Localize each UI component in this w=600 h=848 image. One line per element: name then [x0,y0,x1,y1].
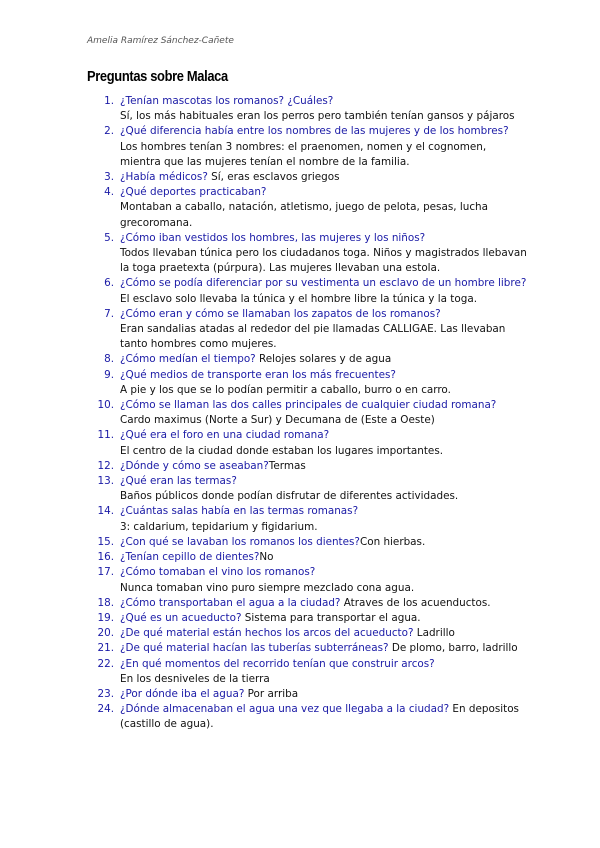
question-number: 23. [97,687,114,700]
question-text: ¿Había médicos? [120,171,208,184]
question-text: ¿De qué material hacían las tuberías subterráneas? [120,642,389,655]
question-item [87,657,527,687]
answer-text: Ladrillo [416,627,455,640]
question-text: ¿Qué diferencia había entre los nombres de las mujeres y de los hombres? [120,125,509,138]
question-number: 1. [104,95,114,107]
answer-text: A pie y los que se lo podían permitir a caballo, burro o en carro. [120,383,451,396]
question-number: 11. [97,429,114,442]
question-number: 13. [97,475,114,488]
question-number: 17. [97,566,114,579]
answer-text: En depositos (castillo de agua). [120,703,519,731]
answer-text: Atraves de los acuenductos. [343,596,491,609]
question-number: 22. [97,657,114,670]
question-text: ¿Cómo eran y cómo se llamaban los zapatos de los romanos? [120,307,441,320]
question-text: ¿Cómo se llaman las dos calles principales de cualquier ciudad romana? [120,399,497,412]
answer-text: De plomo, barro, ladrillo [391,642,518,655]
question-number: 9. [104,368,114,381]
question-text: ¿Tenían cepillo de dientes? [120,551,260,564]
question-item [87,611,527,626]
question-item [87,231,527,277]
question-number: 12. [97,459,114,472]
question-number: 6. [104,277,114,290]
question-text: ¿Cómo se podía diferenciar por su vestimenta un esclavo de un hombre libre? [120,277,527,290]
question-text: ¿Con qué se lavaban los romanos los dientes? [120,535,360,548]
answer-text: Montaban a caballo, natación, atletismo, juego de pelota, pesas, lucha grecoromana. [120,201,488,229]
question-item [87,596,527,611]
question-text: ¿De qué material están hechos los arcos del acueducto? [120,627,414,640]
author-header: Amelia Ramírez Sánchez-Cañete [87,36,234,46]
question-number: 21. [97,642,114,655]
answer-text: Relojes solares y de agua [259,353,392,366]
answer-text: Por arriba [247,687,299,700]
answer-text: Sistema para transportar el agua. [244,611,421,624]
question-item [87,504,527,534]
question-item [87,352,527,367]
question-item [87,368,527,398]
question-item [87,535,527,550]
answer-text: Eran sandalias atadas al rededor del pie llamadas CALLIGAE. Las llevaban tanto hombres como mujeres. [120,323,506,351]
question-item [87,687,527,702]
question-number: 8. [104,353,114,366]
question-text: ¿Cómo tomaban el vino los romanos? [120,566,316,579]
question-item [87,94,527,124]
question-number: 15. [97,535,114,548]
answer-text: No [259,551,274,564]
question-text: ¿Cómo iban vestidos los hombres, las mujeres y los niños? [120,231,426,244]
question-item [87,170,527,185]
question-item [87,276,527,306]
question-item [87,565,527,595]
answer-text: Los hombres tenían 3 nombres: el praenomen, nomen y el cognomen, mientra que las mujeres tenían el nombre de la familia. [120,140,487,168]
question-number: 7. [104,307,114,320]
answer-text: Baños públicos donde podían disfrutar de diferentes actividades. [120,490,459,503]
question-item [87,124,527,170]
question-text: ¿Qué es un acueducto? [120,611,242,624]
question-number: 20. [97,627,114,640]
question-text: ¿Qué deportes practicaban? [120,186,267,199]
answer-text: Sí, eras esclavos griegos [211,171,340,184]
question-text: ¿Qué medios de transporte eran los más frecuentes? [120,368,396,381]
question-item [87,550,527,565]
question-number: 16. [97,551,114,564]
question-text: ¿En qué momentos del recorrido tenían que construir arcos? [120,657,435,670]
answer-text: Nunca tomaban vino puro siempre mezclado cona agua. [120,581,415,594]
question-number: 24. [97,703,114,716]
question-number: 10. [97,399,114,412]
page-title: Preguntas sobre Malaca [87,68,228,85]
question-text: ¿Cómo medían el tiempo? [120,353,256,366]
answer-text: El esclavo solo llevaba la túnica y el hombre libre la túnica y la toga. [120,292,477,305]
question-number: 5. [104,231,114,244]
question-item [87,428,527,458]
question-number: 14. [97,505,114,518]
question-number: 2. [104,125,114,138]
question-number: 18. [97,596,114,609]
question-item [87,307,527,353]
answer-text: Termas [268,459,306,472]
question-item [87,185,527,231]
answer-text: Todos llevaban túnica pero los ciudadanos toga. Niños y magistrados llebavan la toga praetexta (púrpura). Las mujeres llevaban una estola. [120,247,527,275]
answer-text: Con hierbas. [359,535,426,548]
question-text: ¿Dónde y cómo se aseaban? [120,459,269,472]
question-item [87,474,527,504]
question-item [87,641,527,656]
question-item [87,398,527,428]
question-list [87,94,527,733]
question-text: ¿Por dónde iba el agua? [120,687,245,700]
question-number: 3. [104,171,114,184]
question-text: ¿Dónde almacenaban el agua una vez que llegaba a la ciudad? [120,703,450,716]
question-text: ¿Tenían mascotas los romanos? ¿Cuáles? [120,95,334,107]
answer-text: Sí, los más habituales eran los perros pero también tenían gansos y pájaros [120,110,515,123]
question-text: ¿Qué eran las termas? [120,475,237,488]
question-text: ¿Qué era el foro en una ciudad romana? [120,429,330,442]
question-text: ¿Cuántas salas había en las termas romanas? [120,505,359,518]
question-text: ¿Cómo transportaban el agua a la ciudad? [120,596,341,609]
question-number: 19. [97,611,114,624]
question-item [87,459,527,474]
answer-text: En los desniveles de la tierra [120,672,270,685]
answer-text: El centro de la ciudad donde estaban los lugares importantes. [120,444,444,457]
question-item [87,626,527,641]
question-item [87,702,527,732]
answer-text: Cardo maximus (Norte a Sur) y Decumana de (Este a Oeste) [120,414,435,427]
answer-text: 3: caldarium, tepidarium y figidarium. [120,520,318,533]
question-number: 4. [104,186,114,199]
